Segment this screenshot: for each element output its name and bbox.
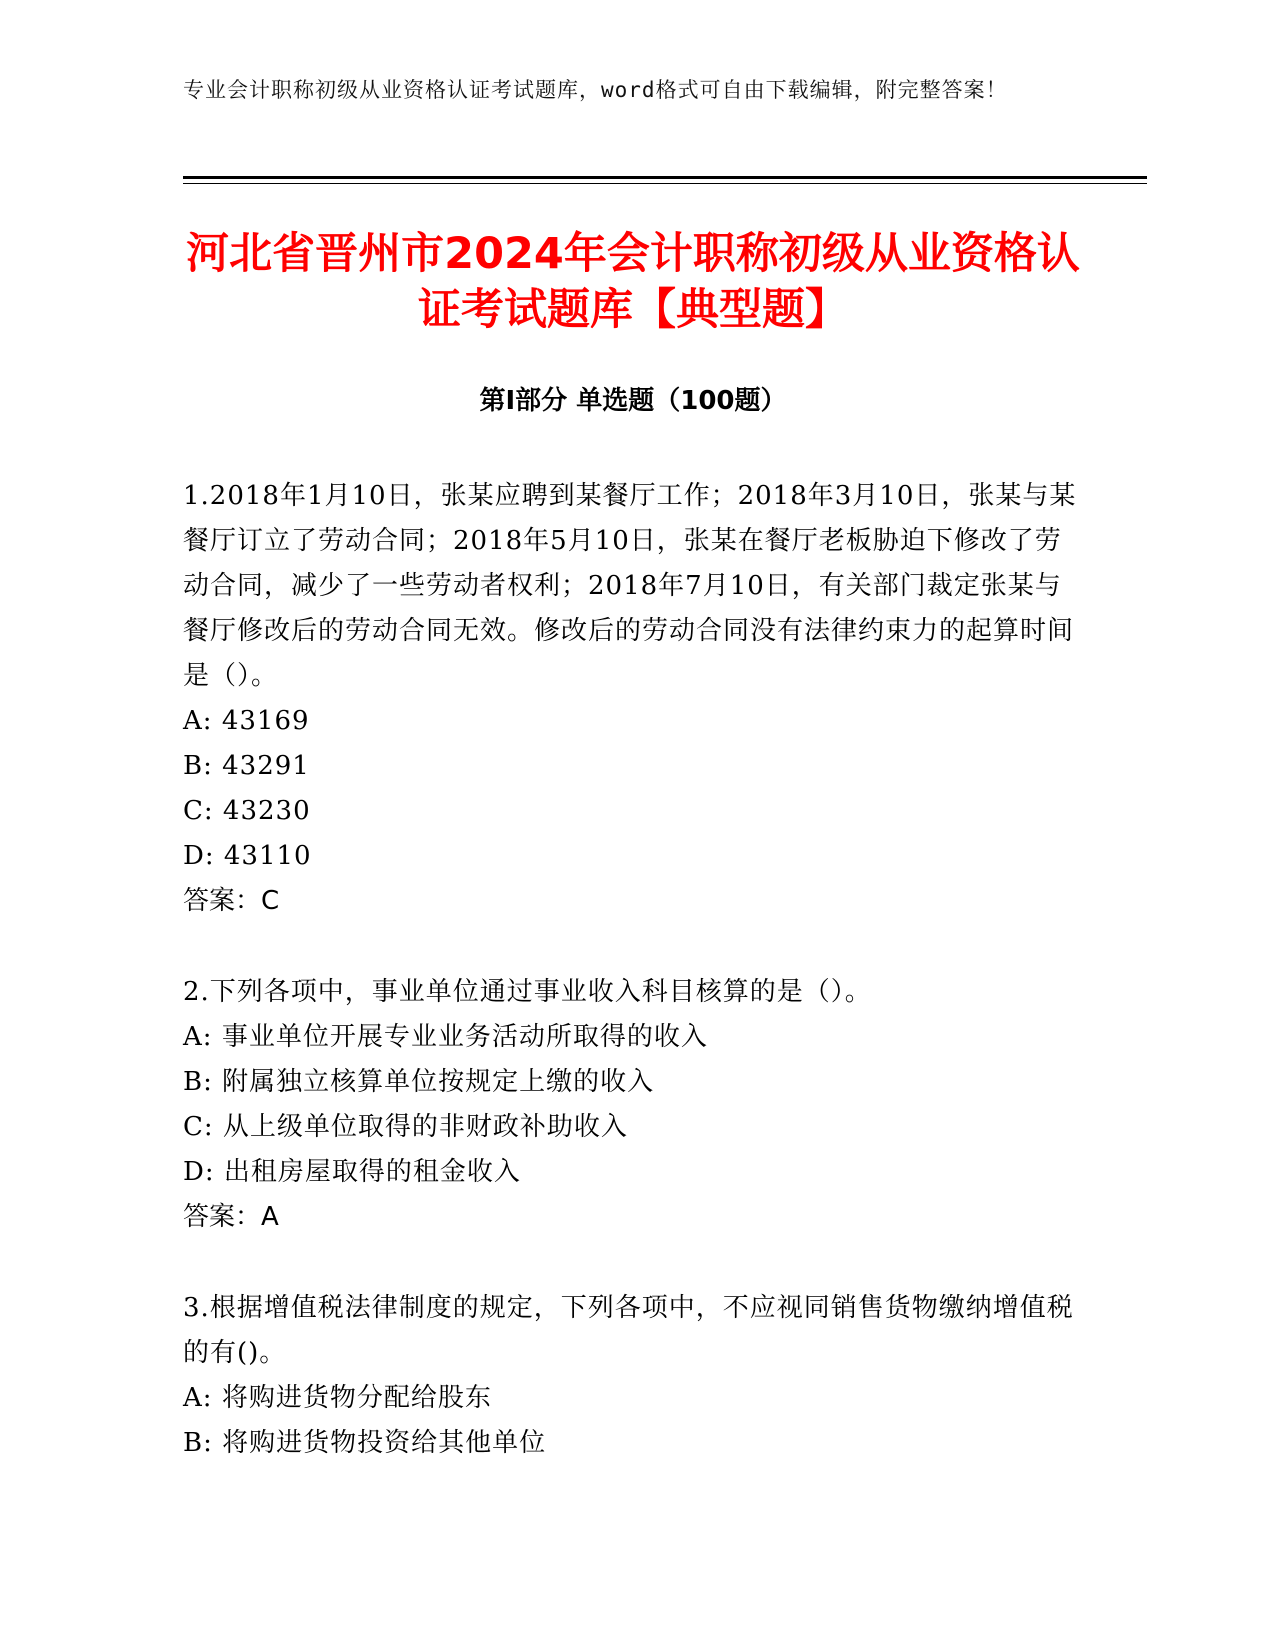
question-2: [183, 970, 1083, 1240]
answer-line: [183, 1195, 1083, 1240]
option-a: [183, 699, 1083, 744]
question-list: [183, 474, 1083, 1512]
question-3: [183, 1286, 1083, 1466]
option-key: B:: [183, 1067, 213, 1097]
option-key: C:: [183, 796, 214, 826]
option-key: A:: [183, 1022, 213, 1052]
option-text: 附属独立核算单位按规定上缴的收入: [222, 1067, 655, 1097]
option-b: [183, 1421, 1083, 1466]
header-rule-thin: [183, 183, 1147, 184]
question-1: [183, 474, 1083, 924]
answer-value: C: [261, 886, 280, 916]
option-c: [183, 789, 1083, 834]
header-rule-thick: [183, 176, 1147, 179]
question-text: 3.根据增值税法律制度的规定，下列各项中，不应视同销售货物缴纳增值税的有()。: [183, 1293, 1074, 1368]
option-key: D:: [183, 841, 215, 871]
answer-prefix: 答案：: [183, 1202, 262, 1232]
answer-prefix: 答案：: [183, 886, 262, 916]
option-text: 43291: [222, 751, 310, 781]
option-text: 43110: [223, 841, 312, 871]
option-key: A:: [183, 706, 213, 736]
option-text: 事业单位开展专业业务活动所取得的收入: [221, 1022, 708, 1052]
option-text: 43169: [221, 706, 310, 736]
question-text: 2.下列各项中，事业单位通过事业收入科目核算的是（）。: [183, 977, 872, 1007]
section-title: 第I部分 单选题（100题）: [479, 386, 787, 416]
option-text: 将购进货物分配给股东: [221, 1383, 492, 1413]
option-text: 43230: [222, 796, 311, 826]
option-text: 从上级单位取得的非财政补助收入: [222, 1112, 628, 1142]
document-title: 河北省晋州市2024年会计职称初级从业资格认证考试题库【典型题】: [186, 229, 1080, 335]
option-key: C:: [183, 1112, 214, 1142]
option-d: [183, 834, 1083, 879]
option-a: [183, 1015, 1083, 1060]
option-key: B:: [183, 751, 213, 781]
option-b: [183, 1060, 1083, 1105]
option-key: B:: [183, 1428, 213, 1458]
option-a: [183, 1376, 1083, 1421]
header-note: 专业会计职称初级从业资格认证考试题库，word格式可自由下载编辑，附完整答案！: [183, 78, 1008, 102]
option-key: D:: [183, 1157, 215, 1187]
option-c: [183, 1105, 1083, 1150]
option-d: [183, 1150, 1083, 1195]
answer-value: A: [261, 1202, 279, 1232]
question-text: 1.2018年1月10日，张某应聘到某餐厅工作；2018年3月10日，张某与某餐厅订立了劳动合同；2018年5月10日，张某在餐厅老板胁迫下修改了劳动合同，减少了一些劳动者权利；2018年7月10日，有关部门裁定张某与餐厅修改后的劳动合同无效。修改后的劳动合同没有法律约束力的起算时间是（）。: [183, 481, 1077, 691]
option-text: 出租房屋取得的租金收入: [223, 1157, 521, 1187]
answer-line: [183, 879, 1083, 924]
option-b: [183, 744, 1083, 789]
option-text: 将购进货物投资给其他单位: [222, 1428, 547, 1458]
option-key: A:: [183, 1383, 213, 1413]
